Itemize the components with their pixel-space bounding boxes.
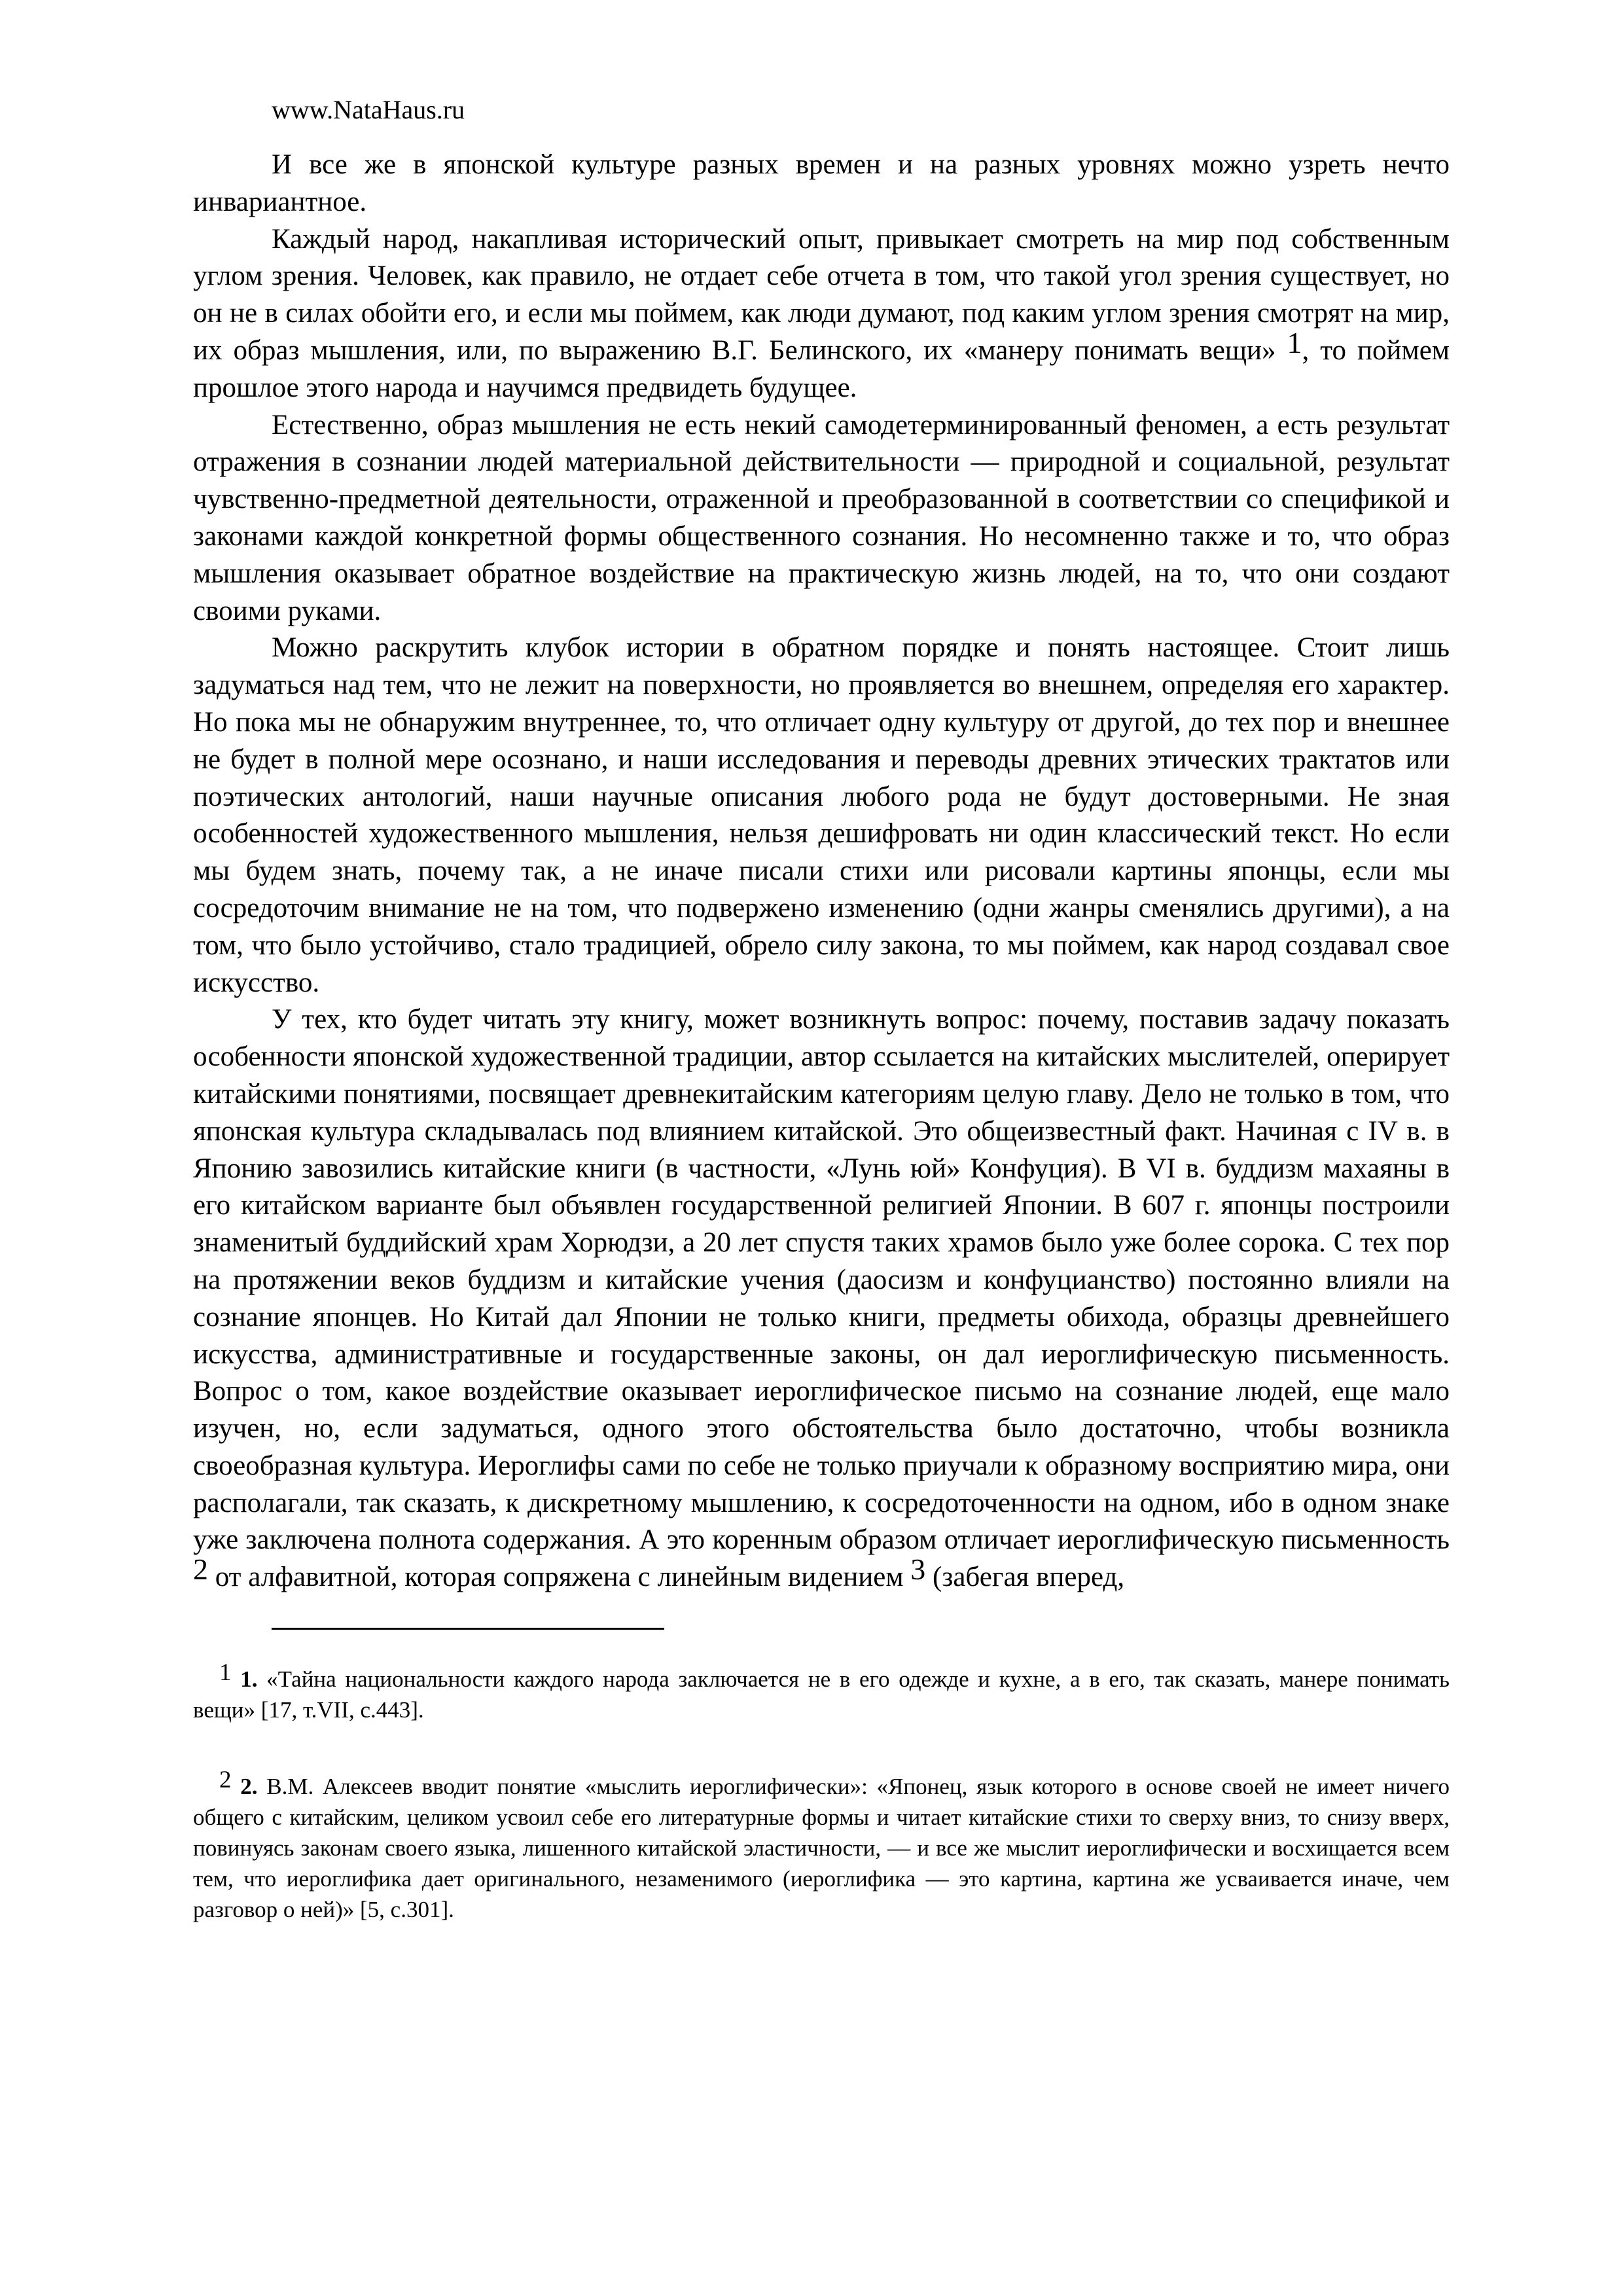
paragraph-5-text-c: (забегая вперед, [925, 1562, 1125, 1593]
footnote-ref-1[interactable]: 1 [1287, 325, 1302, 359]
paragraph-2-text-b: , то поймем прошлое этого народа и научимся предвидеть будущее. [193, 334, 1450, 403]
site-url: www.NataHaus.ru [272, 95, 465, 124]
main-text [193, 147, 1450, 1596]
paragraph-2 [193, 221, 1450, 407]
footnotes [193, 1659, 1450, 1925]
footnote-separator [272, 1628, 664, 1630]
paragraph-5-text-a: У тех, кто будет читать эту книгу, может возникнуть вопрос: почему, поставив задачу показать особенности японской художественной традиции, автор ссылается на китайских мыслителей, оперирует китайскими понятиями, посвящает древнекитайским категориям целую главу. Дело не только в том, что японская культура складывалась под влиянием китайской. Это общеизвестный факт. Начиная с IV в. в Японию завозились китайские книги (в частности, «Лунь юй» Конфуция). В VI в. буддизм махаяны в его китайском варианте был объявлен государственной религией Японии. В 607 г. японцы построили знаменитый буддийский храм Хорюдзи, а 20 лет спустя таких храмов было уже более сорока. С тех пор на протяжении веков буддизм и китайские учения (даосизм и конфуцианство) постоянно влияли на сознание японцев. Но Китай дал Японии не только книги, предметы обихода, образцы древнейшего искусства, административные и государственные законы, он дал иероглифическую письменность. Вопрос о том, какое воздействие оказывает иероглифическое письмо на сознание людей, еще мало изучен, но, если задуматься, одного этого обстоятельства было достаточно, чтобы возникла своеобразная культура. Иероглифы сами по себе не только приучали к образному восприятию мира, они располагали, так сказать, к дискретному мышлению, к сосредоточенности на одном, ибо в одном знаке уже заключена полнота содержания. А это коренным образом отличает иероглифическую письменность [193, 1004, 1450, 1556]
paragraph-3: Естественно, образ мышления не есть некий самодетерминированный феномен, а есть результат отражения в сознании людей материальной действительности — природной и социальной, результат чувственно-предметной деятельности, отраженной и преобразованной в соответствии со спецификой и законами каждой конкретной формы общественного сознания. Но несомненно также и то, что образ мышления оказывает обратное воздействие на практическую жизнь людей, на то, что они создают своими руками. [193, 409, 1450, 626]
paragraph-4: Можно раскрутить клубок истории в обратном порядке и понять настоящее. Стоит лишь задуматься над тем, что не лежит на поверхности, но проявляется во внешнем, определяя его характер. Но пока мы не обнаружим внутреннее, то, что отличает одну культуру от другой, до тех пор и внешнее не будет в полной мере осознано, и наши исследования и переводы древних этических трактатов или поэтических антологий, наши научные описания любого рода не будут достоверными. Не зная особенностей художественного мышления, нельзя дешифровать ни один классический текст. Но если мы будем знать, почему так, а не иначе писали стихи или рисовали картины японцы, если мы сосредоточим внимание не на том, что подвержено изменению (одни жанры сменялись другими), а на том, что было устойчиво, стало традицией, обрело силу закона, то мы поймем, как народ создавал свое искусство. [193, 632, 1450, 998]
footnote-2 [193, 1767, 1450, 1925]
footnote-ref-3[interactable]: 3 [910, 1552, 926, 1587]
footnote-2-label: 2. [240, 1774, 258, 1800]
footnote-1-label: 1. [240, 1666, 258, 1693]
paragraph-5 [193, 1001, 1450, 1596]
footnote-1-number: 1 [219, 1659, 232, 1687]
footnote-1 [193, 1659, 1450, 1725]
footnote-2-text: В.М. Алексеев вводит понятие «мыслить иероглифически»: «Японец, язык которого в основе своей не имеет ничего общего с китайским, целиком усвоил себе его литературные формы и читает китайские стихи то сверху вниз, то снизу вверх, повинуясь законам своего языка, лишенного китайской эластичности, — и все же мыслит иероглифически и восхищается всем тем, что иероглифика дает оригинального, незаменимого (иероглифика — это картина, картина же усваивается иначе, чем разговор о ней)» [5, с.301]. [193, 1774, 1450, 1923]
document-page [193, 92, 1450, 1971]
footnote-1-text: «Тайна национальности каждого народа заключается не в его одежде и кухне, а в его, так сказать, манере понимать вещи» [17, т.VII, с.443]. [193, 1666, 1450, 1723]
paragraph-1: И все же в японской культуре разных времен и на разных уровнях можно узреть нечто инвариантное. [193, 149, 1450, 217]
paragraph-2-text-a: Каждый народ, накапливая исторический опыт, привыкает смотреть на мир под собственным углом зрения. Человек, как правило, не отдает себе отчета в том, что такой угол зрения существует, но он не в силах обойти его, и если мы поймем, как люди думают, под каким углом зрения смотрят на мир, их образ мышления, или, по выражению В.Г. Белинского, их «манеру понимать вещи» [193, 223, 1450, 366]
footnote-2-number: 2 [219, 1767, 232, 1794]
footnote-ref-2[interactable]: 2 [193, 1552, 208, 1587]
paragraph-5-text-b: от алфавитной, которая сопряжена с линейным видением [208, 1562, 911, 1593]
